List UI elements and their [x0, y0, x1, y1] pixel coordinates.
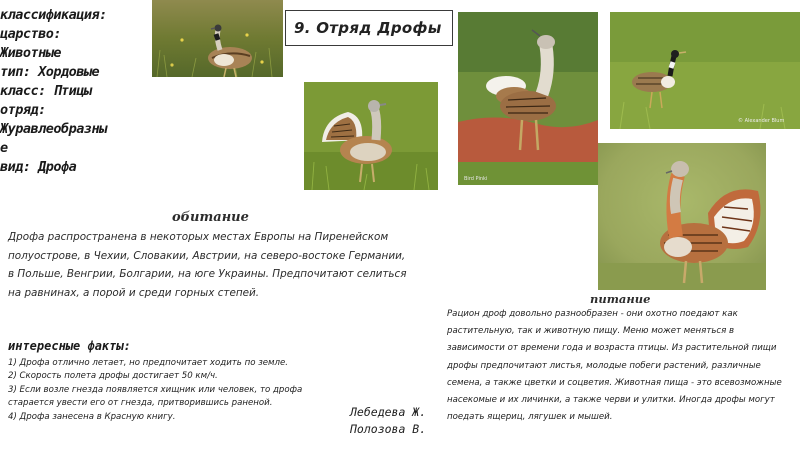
fact-item: 2) Скорость полета дрофы достигает 50 км/ч.: [8, 371, 218, 382]
fact-item: 3) Если возле гнезда появляется хищник или человек, то дрофа старается увести его от гнезда, притворившись раненой.: [8, 384, 303, 409]
classification-line: Журавлеобразны: [0, 121, 107, 137]
classification-line: тип: Хордовые: [0, 64, 100, 80]
classification-line: класс: Птицы: [0, 83, 92, 99]
bustard-photo-5: [598, 143, 766, 290]
nutrition-text: Рацион дроф довольно разнообразен - они охотно поедают как растительную, так и животную пищу. Меню может меняться в зависимости от времени года и возраста птицы. Из растительной пищи дрофы предпочитают листья, молодые побеги растений, различные семена, а также цветки и соцветия. Животная пища - это всевозможные насекомые и их личинки, а также черви и улитки. Иногда дрофы могут поедать ящериц, лягушек и мышей.: [447, 309, 782, 423]
bustard-photo-1: [152, 0, 283, 77]
classification-line: Животные: [0, 45, 62, 61]
facts-list: [8, 357, 338, 424]
nutrition-heading: питание: [590, 292, 651, 306]
photo-3-caption: Bird Pinki: [464, 176, 488, 182]
page-title: 9. Отряд Дрофы: [285, 10, 453, 46]
fact-item: 1) Дрофа отлично летает, но предпочитает ходить по земле.: [8, 358, 289, 368]
classification-line: царство:: [0, 26, 62, 42]
classification-line: е: [0, 140, 8, 156]
fact-item: 4) Дрофа занесена в Красную книгу.: [8, 411, 176, 422]
bustard-photo-3: [458, 12, 598, 185]
classification-line: классификация:: [0, 7, 107, 23]
author-name: Лебедева Ж.: [350, 405, 427, 419]
author-name: Полозова В.: [350, 422, 427, 436]
classification-line: вид: Дрофа: [0, 159, 77, 175]
classification-block: [0, 6, 150, 177]
facts-heading: интересные факты:: [8, 339, 131, 353]
habitat-heading: обитание: [172, 210, 249, 225]
classification-line: отряд:: [0, 102, 46, 118]
bustard-photo-2: [304, 82, 438, 190]
habitat-text: Дрофа распространена в некоторых местах Европы на Пиренейском полуострове, в Чехии, Словакии, Австрии, на северо-востоке Германии, в Польше, Венгрии, Болгарии, на юге Украины. Предпочитают селиться на равнинах, а порой и среди горных степей.: [8, 231, 407, 299]
photo-4-caption: © Alexander Blum: [738, 118, 785, 124]
authors: [350, 404, 426, 438]
bustard-photo-4: [610, 12, 800, 129]
